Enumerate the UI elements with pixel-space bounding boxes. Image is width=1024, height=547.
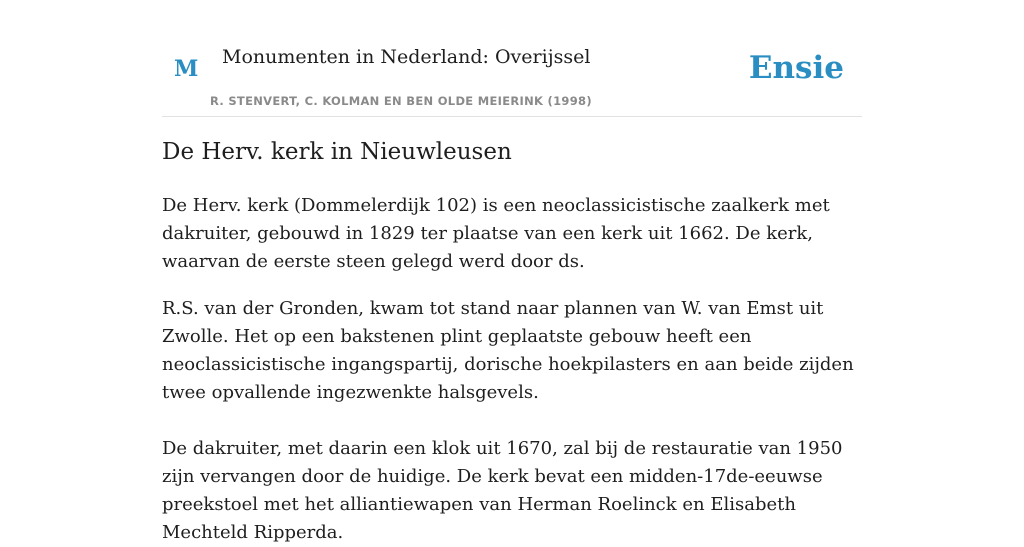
article-paragraph-1: De Herv. kerk (Dommelerdijk 102) is een neoclassicistische zaalkerk met dakruiter, gebouwd in 1829 ter plaatse van een kerk uit 1662. De kerk, waarvan de eerste steen gelegd werd door ds. <box>162 195 830 272</box>
article-paragraph-3: De dakruiter, met daarin een klok uit 1670, zal bij de restauratie van 1950 zijn vervangen door de huidige. De kerk bevat een midden-17de-eeuwse preekstoel met het alliantiewapen van Herman Roelinck en Elisabeth Mechteld Ripperda. <box>162 438 843 543</box>
article-title: De Herv. kerk in Nieuwleusen <box>162 139 512 165</box>
book-logo[interactable]: M <box>174 56 199 82</box>
ensie-logo[interactable]: Ensie <box>748 50 844 86</box>
header <box>162 0 862 117</box>
book-title[interactable]: Monumenten in Nederland: Overijssel <box>222 46 591 68</box>
book-authors: R. STENVERT, C. KOLMAN EN BEN OLDE MEIERINK (1998) <box>210 94 592 108</box>
article-paragraph-2: R.S. van der Gronden, kwam tot stand naar plannen van W. van Emst uit Zwolle. Het op een bakstenen plint geplaatste gebouw heeft een neoclassicistische ingangspartij, dorische hoekpilasters en aan beide zijden twee opvallende ingezwenkte halsgevels. <box>162 298 854 403</box>
